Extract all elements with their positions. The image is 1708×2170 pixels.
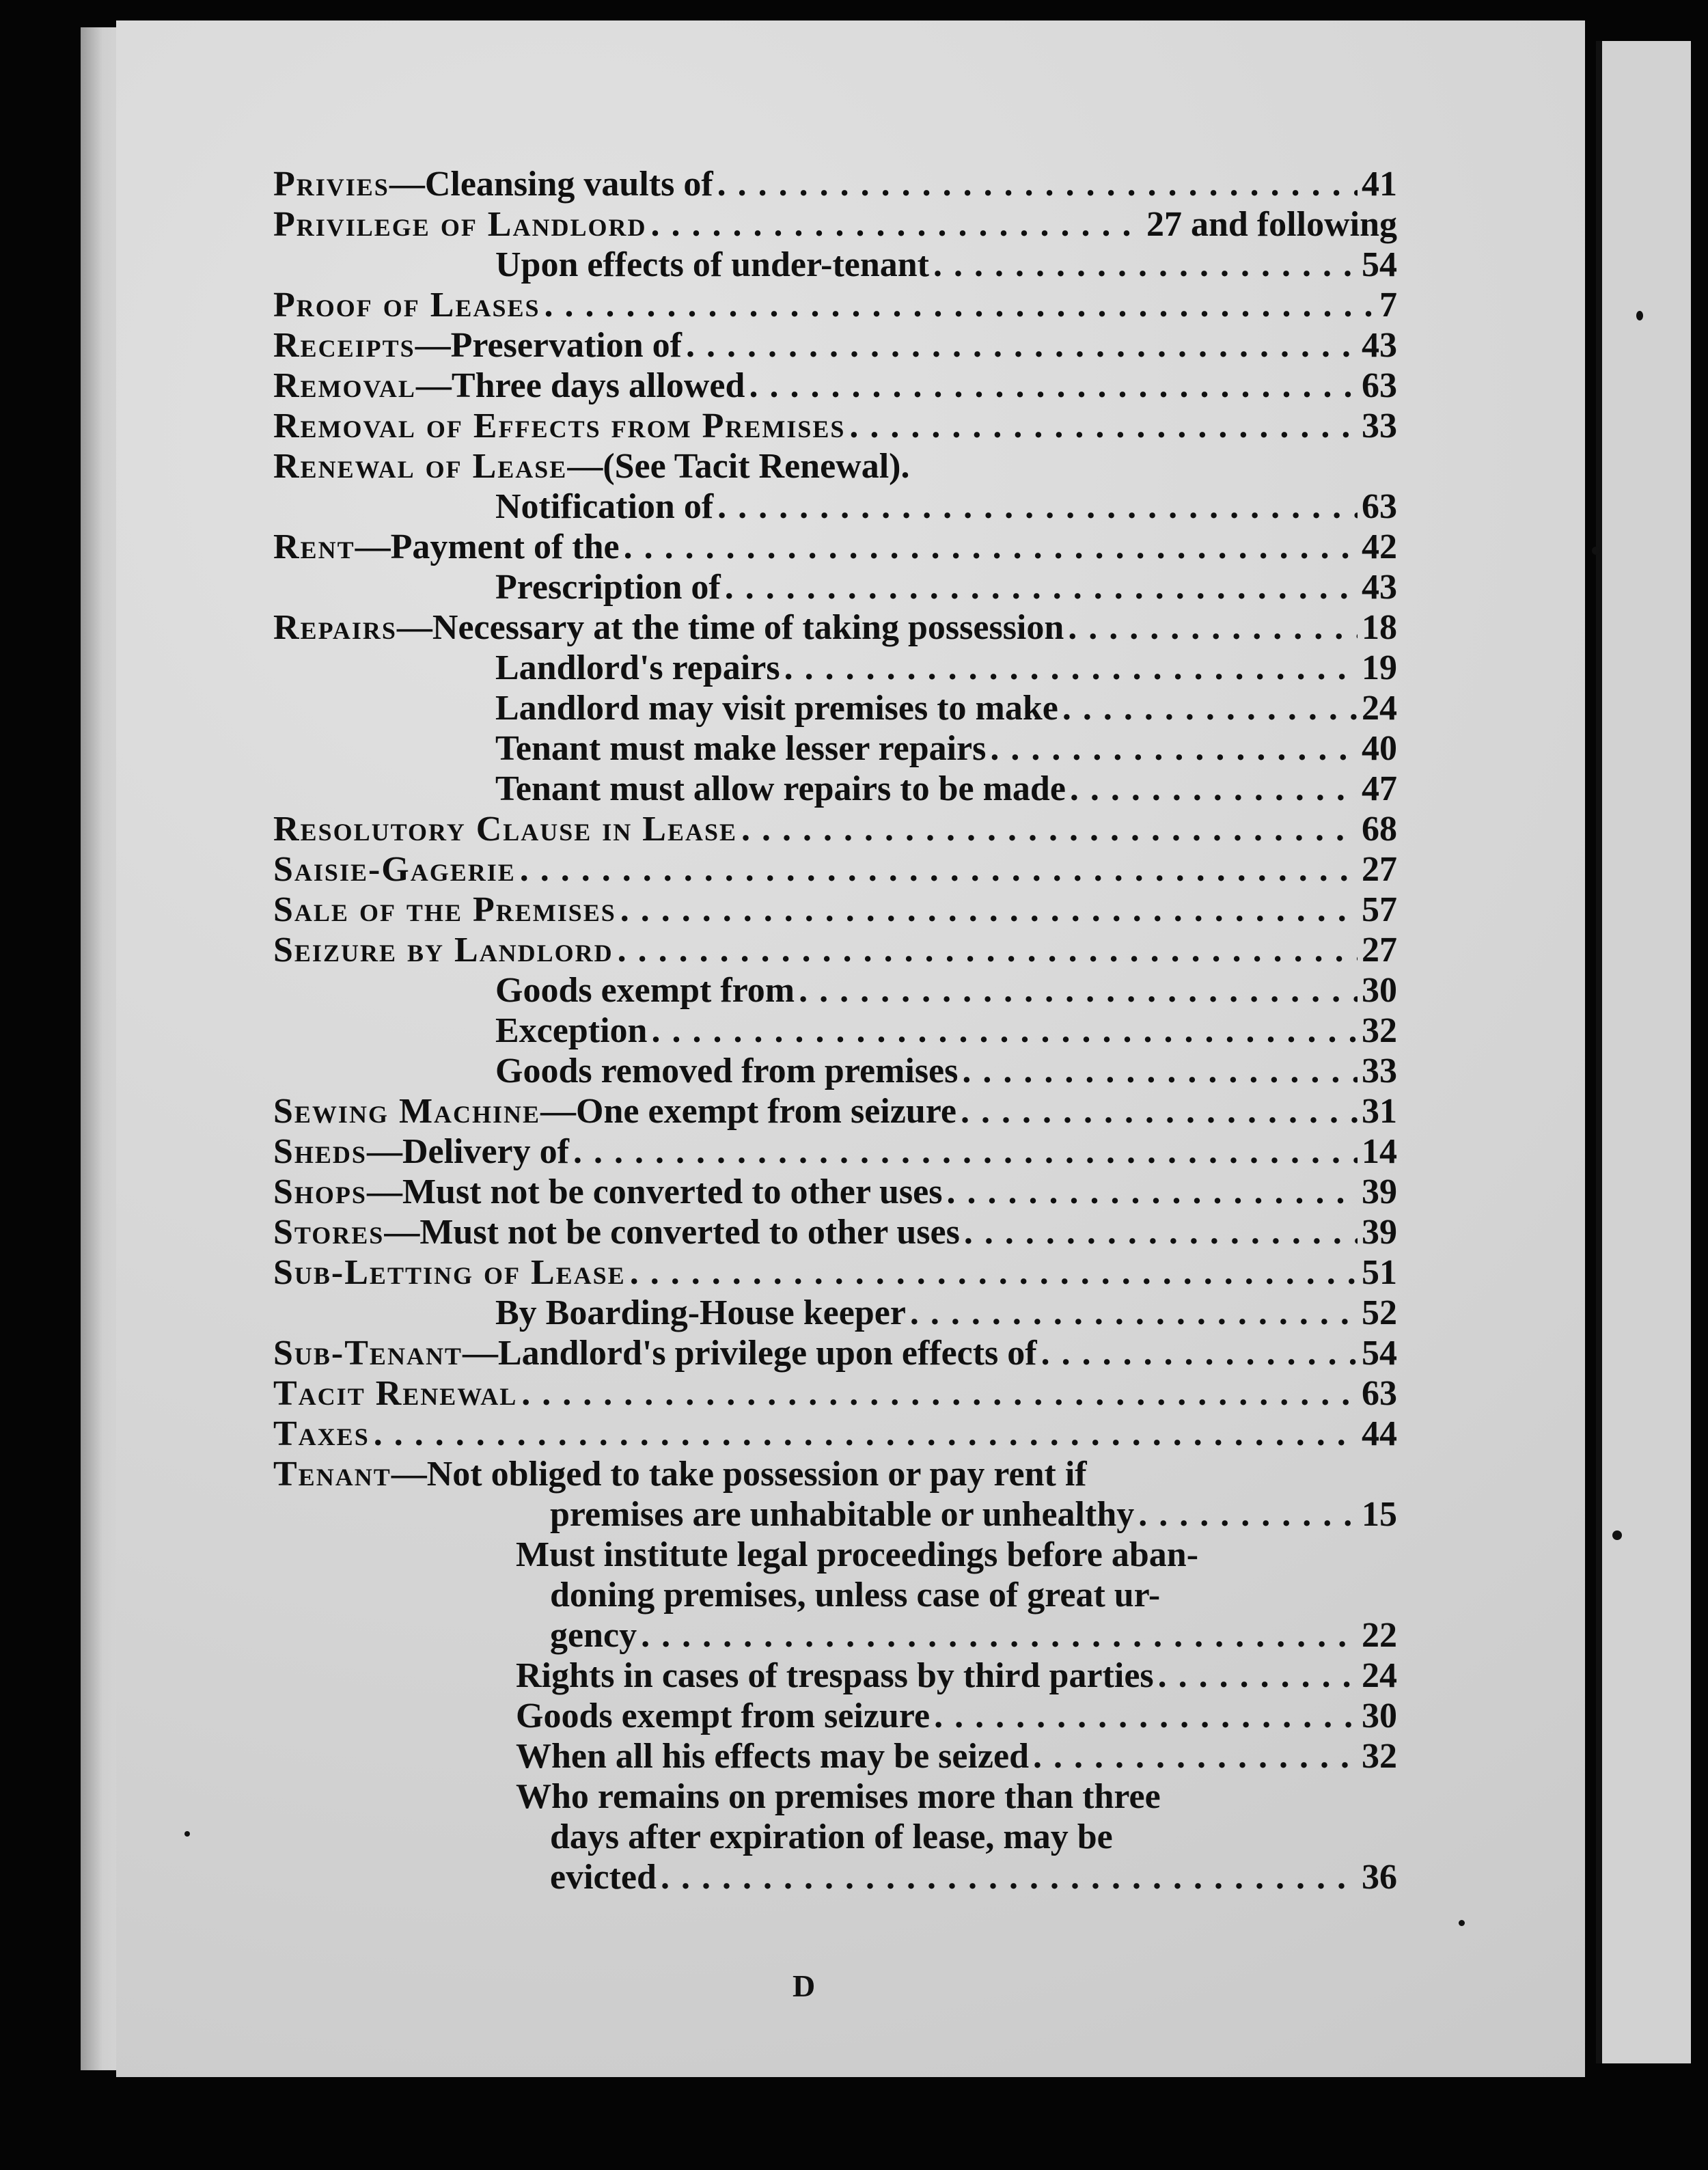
index-entry bbox=[273, 1817, 1397, 1857]
page-number: 32 bbox=[1362, 1011, 1397, 1050]
index-entry bbox=[273, 648, 1397, 688]
entry-text: —Preservation of bbox=[415, 326, 682, 365]
index-list bbox=[273, 164, 1397, 1897]
entry-text: Upon effects of under-tenant bbox=[495, 245, 929, 284]
dot-leader bbox=[799, 970, 1358, 1011]
page-number: 63 bbox=[1362, 487, 1397, 526]
entry-text: Who remains on premises more than three bbox=[516, 1777, 1161, 1816]
dot-leader bbox=[910, 1293, 1358, 1333]
dot-leader bbox=[990, 728, 1358, 769]
entry-heading: Privilege of Landlord bbox=[273, 205, 647, 244]
page-number: 63 bbox=[1362, 366, 1397, 405]
entry-heading: Tacit Renewal bbox=[273, 1374, 518, 1413]
entry-heading: Stores bbox=[273, 1213, 385, 1252]
index-entry bbox=[273, 204, 1397, 245]
entry-text: —Not obliged to take possession or pay rent if bbox=[391, 1455, 1087, 1494]
page-number: 54 bbox=[1362, 1334, 1397, 1373]
dot-leader bbox=[630, 1252, 1358, 1293]
dot-leader bbox=[374, 1414, 1358, 1454]
index-entry bbox=[273, 527, 1397, 567]
entry-text: —Must not be converted to other uses bbox=[366, 1172, 943, 1211]
index-entry bbox=[273, 1656, 1397, 1696]
index-entry bbox=[273, 1293, 1397, 1333]
dot-leader bbox=[964, 1212, 1358, 1252]
entry-heading: Shops bbox=[273, 1172, 367, 1211]
entry-heading: Saisie-Gagerie bbox=[273, 850, 516, 889]
page-number: 43 bbox=[1362, 326, 1397, 365]
entry-text: Landlord may visit premises to make bbox=[495, 689, 1058, 728]
entry-text: —Necessary at the time of taking possession bbox=[396, 608, 1064, 647]
entry-heading: Sewing Machine bbox=[273, 1092, 541, 1131]
dot-leader bbox=[1041, 1333, 1358, 1373]
index-entry bbox=[273, 1172, 1397, 1212]
entry-text: doning premises, unless case of great ur- bbox=[550, 1576, 1161, 1615]
entry-text: evicted bbox=[550, 1858, 657, 1897]
dot-leader bbox=[1070, 769, 1358, 809]
dot-leader bbox=[521, 1373, 1358, 1414]
entry-text: —One exempt from seizure bbox=[540, 1092, 956, 1131]
page-number: 33 bbox=[1362, 407, 1397, 445]
index-entry bbox=[273, 1857, 1397, 1897]
entry-text: Goods exempt from seizure bbox=[516, 1697, 931, 1735]
index-entry bbox=[273, 245, 1397, 285]
page-number: 47 bbox=[1362, 769, 1397, 808]
dot-leader bbox=[1068, 607, 1358, 648]
page-number: 30 bbox=[1362, 1697, 1397, 1735]
signature-mark: D bbox=[793, 1968, 816, 2003]
entry-text: gency bbox=[550, 1616, 637, 1655]
page-number: 33 bbox=[1362, 1052, 1397, 1090]
page-number: 19 bbox=[1362, 648, 1397, 687]
page-number: 14 bbox=[1362, 1132, 1397, 1171]
dot-leader bbox=[962, 1051, 1358, 1091]
entry-text: Prescription of bbox=[495, 568, 721, 607]
index-entry bbox=[273, 285, 1397, 325]
dot-leader bbox=[717, 164, 1358, 204]
entry-heading: Tenant bbox=[273, 1455, 391, 1494]
dot-leader bbox=[641, 1615, 1358, 1656]
dot-leader bbox=[784, 648, 1358, 688]
dot-leader bbox=[545, 285, 1376, 325]
page-number: 7 bbox=[1379, 286, 1397, 325]
entry-text: Landlord's repairs bbox=[495, 648, 780, 687]
entry-heading: Taxes bbox=[273, 1414, 370, 1453]
dot-leader bbox=[849, 406, 1358, 446]
ink-speck bbox=[1592, 547, 1600, 555]
ink-speck bbox=[1459, 1920, 1465, 1926]
dot-leader bbox=[749, 366, 1358, 406]
dot-leader bbox=[1033, 1736, 1358, 1776]
page-number: 44 bbox=[1362, 1414, 1397, 1453]
page-number: 52 bbox=[1362, 1293, 1397, 1332]
dot-leader bbox=[725, 567, 1358, 607]
page-number: 63 bbox=[1362, 1374, 1397, 1413]
entry-text: Goods removed from premises bbox=[495, 1052, 959, 1090]
dot-leader bbox=[1158, 1656, 1358, 1696]
dot-leader bbox=[651, 204, 1143, 245]
index-entry bbox=[273, 1494, 1397, 1535]
entry-text: Rights in cases of trespass by third parties bbox=[516, 1656, 1154, 1695]
dot-leader bbox=[741, 809, 1358, 849]
entry-text: —Cleansing vaults of bbox=[389, 165, 713, 204]
entry-text: By Boarding-House keeper bbox=[495, 1293, 906, 1332]
index-entry bbox=[273, 486, 1397, 527]
index-entry bbox=[273, 930, 1397, 970]
page-number: 36 bbox=[1362, 1858, 1397, 1897]
index-entry bbox=[273, 1091, 1397, 1131]
index-entry bbox=[273, 567, 1397, 607]
index-entry bbox=[273, 406, 1397, 446]
page-number: 30 bbox=[1362, 971, 1397, 1010]
entry-text: —Landlord's privilege upon effects of bbox=[462, 1334, 1037, 1373]
dot-leader bbox=[1138, 1494, 1358, 1535]
entry-heading: Sheds bbox=[273, 1132, 367, 1171]
entry-text: —(See Tacit Renewal). bbox=[567, 447, 910, 486]
index-entry bbox=[273, 446, 1397, 486]
index-entry bbox=[273, 970, 1397, 1011]
index-entry bbox=[273, 1575, 1397, 1615]
index-entry bbox=[273, 890, 1397, 930]
facing-page bbox=[1602, 41, 1691, 2063]
entry-text: —Delivery of bbox=[366, 1132, 569, 1171]
index-entry bbox=[273, 769, 1397, 809]
index-entry bbox=[273, 607, 1397, 648]
index-entry bbox=[273, 1252, 1397, 1293]
index-entry bbox=[273, 849, 1397, 890]
dot-leader bbox=[946, 1172, 1358, 1212]
entry-text: Notification of bbox=[495, 487, 714, 526]
dot-leader bbox=[1062, 688, 1358, 728]
index-entry bbox=[273, 1615, 1397, 1656]
dot-leader bbox=[961, 1091, 1358, 1131]
index-entry bbox=[273, 1736, 1397, 1776]
index-entry bbox=[273, 1051, 1397, 1091]
entry-heading: Repairs bbox=[273, 608, 397, 647]
index-entry bbox=[273, 809, 1397, 849]
index-entry bbox=[273, 728, 1397, 769]
index-entry bbox=[273, 688, 1397, 728]
entry-text: —Must not be converted to other uses bbox=[384, 1213, 960, 1252]
page-number: 27 and following bbox=[1146, 205, 1397, 244]
dot-leader bbox=[686, 325, 1358, 366]
entry-text: Tenant must allow repairs to be made bbox=[495, 769, 1066, 808]
page-number: 24 bbox=[1362, 1656, 1397, 1695]
entry-text: —Three days allowed bbox=[415, 366, 745, 405]
page-number: 51 bbox=[1362, 1253, 1397, 1292]
entry-text: When all his effects may be seized bbox=[516, 1737, 1030, 1776]
entry-heading: Sub-Letting of Lease bbox=[273, 1253, 626, 1292]
ink-speck bbox=[1612, 1530, 1622, 1540]
entry-text: Exception bbox=[495, 1011, 648, 1050]
entry-heading: Sale of the Premises bbox=[273, 890, 616, 929]
page-number: 39 bbox=[1362, 1172, 1397, 1211]
page-number: 27 bbox=[1362, 850, 1397, 889]
index-entry bbox=[273, 325, 1397, 366]
page-number: 54 bbox=[1362, 245, 1397, 284]
entry-text: premises are unhabitable or unhealthy bbox=[550, 1495, 1135, 1534]
index-entry bbox=[273, 164, 1397, 204]
page-number: 41 bbox=[1362, 165, 1397, 204]
entry-heading: Proof of Leases bbox=[273, 286, 540, 325]
entry-heading: Renewal of Lease bbox=[273, 447, 568, 486]
index-entry bbox=[273, 1011, 1397, 1051]
page-number: 32 bbox=[1362, 1737, 1397, 1776]
page-number: 18 bbox=[1362, 608, 1397, 647]
page-number: 40 bbox=[1362, 729, 1397, 768]
entry-heading: Resolutory Clause in Lease bbox=[273, 810, 738, 849]
entry-heading: Sub-Tenant bbox=[273, 1334, 463, 1373]
dot-leader bbox=[717, 486, 1358, 527]
dot-leader bbox=[934, 1696, 1358, 1736]
entry-heading: Privies bbox=[273, 165, 389, 204]
entry-heading: Seizure by Landlord bbox=[273, 931, 614, 970]
entry-heading: Removal of Effects from Premises bbox=[273, 407, 846, 445]
page-number: 31 bbox=[1362, 1092, 1397, 1131]
page-number: 27 bbox=[1362, 931, 1397, 970]
dot-leader bbox=[618, 930, 1358, 970]
index-entry bbox=[273, 1131, 1397, 1172]
dot-leader bbox=[651, 1011, 1358, 1051]
ink-speck bbox=[184, 1831, 190, 1837]
page-number: 22 bbox=[1362, 1616, 1397, 1655]
page-number: 68 bbox=[1362, 810, 1397, 849]
dot-leader bbox=[624, 527, 1358, 567]
dot-leader bbox=[933, 245, 1358, 285]
index-entry bbox=[273, 1696, 1397, 1736]
page-number: 39 bbox=[1362, 1213, 1397, 1252]
index-entry bbox=[273, 1333, 1397, 1373]
index-entry bbox=[273, 1535, 1397, 1575]
entry-text: Tenant must make lesser repairs bbox=[495, 729, 987, 768]
dot-leader bbox=[661, 1857, 1358, 1897]
page-number: 24 bbox=[1362, 689, 1397, 728]
index-entry bbox=[273, 366, 1397, 406]
entry-heading: Rent bbox=[273, 527, 355, 566]
entry-text: Goods exempt from bbox=[495, 971, 795, 1010]
page-number: 57 bbox=[1362, 890, 1397, 929]
ink-speck bbox=[1636, 311, 1643, 320]
index-entry bbox=[273, 1212, 1397, 1252]
index-entry bbox=[273, 1373, 1397, 1414]
page-number: 15 bbox=[1362, 1495, 1397, 1534]
index-entry bbox=[273, 1414, 1397, 1454]
entry-text: —Payment of the bbox=[355, 527, 620, 566]
entry-text: days after expiration of lease, may be bbox=[550, 1817, 1113, 1856]
entry-text: Must institute legal proceedings before aban- bbox=[516, 1535, 1199, 1574]
dot-leader bbox=[620, 890, 1358, 930]
dot-leader bbox=[520, 849, 1358, 890]
page-number: 42 bbox=[1362, 527, 1397, 566]
dot-leader bbox=[573, 1131, 1358, 1172]
index-entry bbox=[273, 1776, 1397, 1817]
entry-heading: Receipts bbox=[273, 326, 415, 365]
entry-heading: Removal bbox=[273, 366, 416, 405]
index-entry bbox=[273, 1454, 1397, 1494]
page-number: 43 bbox=[1362, 568, 1397, 607]
